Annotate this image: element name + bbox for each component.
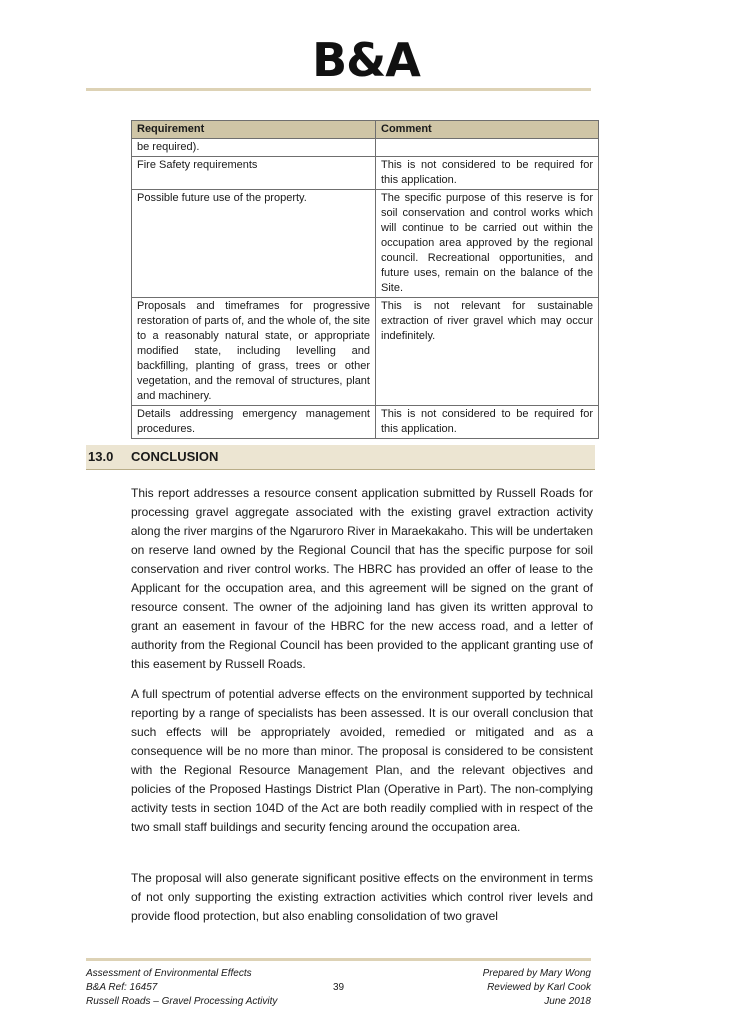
comment-cell: The specific purpose of this reserve is for soil conservation and control works which will continue to be carried out within the occupation area approved by the regional council. Recreational opportunities, and future uses, remain on the balance of the Site.: [376, 190, 599, 298]
footer-project: Russell Roads – Gravel Processing Activity: [86, 996, 278, 1007]
table-row: [132, 406, 599, 439]
requirement-cell: be required).: [132, 139, 376, 157]
table-row: [132, 298, 599, 406]
requirement-cell: Possible future use of the property.: [132, 190, 376, 298]
comment-cell: [376, 139, 599, 157]
footer-prepared-by: Prepared by Mary Wong: [482, 968, 591, 979]
table-row: [132, 139, 599, 157]
footer-right: [483, 967, 591, 1009]
requirement-cell: Proposals and timeframes for progressive restoration of parts of, and the whole of, the site to a reasonably natural state, or appropriate modified state, including levelling and backfilling, planting of grass, trees or other vegetation, and the removal of structures, plant and machinery.: [132, 298, 376, 406]
footer-divider: [86, 958, 591, 961]
header-divider: [86, 88, 591, 91]
footer-reviewed-by: Reviewed by Karl Cook: [487, 982, 591, 993]
requirement-cell: Details addressing emergency management procedures.: [132, 406, 376, 439]
conclusion-paragraph: A full spectrum of potential adverse effects on the environment supported by technical reporting by a range of specialists has been assessed. It is our overall conclusion that such effects will be appropriately avoided, remedied or mitigated and as a consequence will be no more than minor. The proposal is considered to be consistent with the Regional Resource Management Plan, and the relevant objectives and policies of the Proposed Hastings District Plan (Operative in Part). The non-complying activity tests in section 104D of the Act are both readily complied with in respect of the two small staff buildings and security fencing around the occupation area.: [131, 687, 593, 834]
table-row: [132, 157, 599, 190]
column-header-requirement: Requirement: [132, 121, 376, 139]
requirement-cell: Fire Safety requirements: [132, 157, 376, 190]
company-logo: B&A: [312, 33, 420, 87]
footer-date: June 2018: [544, 996, 591, 1007]
section-number: 13.0: [88, 449, 114, 464]
table-row: [132, 190, 599, 298]
conclusion-paragraph: This report addresses a resource consent application submitted by Russell Roads for processing gravel aggregate associated with the existing gravel extraction activity along the river margins of the Ngaruroro River in Maraekakaho. This will be undertaken on reserve land owned by the Regional Council that has the specific purpose for soil conservation and river control works. The HBRC has provided an offer of lease to the Applicant for the occupation area, and this agreement will be signed on the grant of resource consent. The owner of the adjoining land has given its written approval to grant an easement in favour of the HBRC for the new access road, and a letter of authority from the Regional Council has been provided to the applicant granting use of this easement by Russell Roads.: [131, 486, 594, 671]
page-number: 39: [332, 982, 345, 993]
requirements-table: [131, 120, 599, 439]
comment-cell: This is not relevant for sustainable extraction of river gravel which may occur indefinitely.: [376, 298, 599, 406]
column-header-comment: Comment: [376, 121, 599, 139]
section-heading: [86, 445, 595, 470]
page-footer: [86, 967, 591, 1017]
footer-document-title: Assessment of Environmental Effects: [86, 968, 252, 979]
comment-cell: This is not considered to be required for this application.: [376, 406, 599, 439]
comment-cell: This is not considered to be required for this application.: [376, 157, 599, 190]
conclusion-paragraph: The proposal will also generate significant positive effects on the environment in terms of not only supporting the existing extraction activities which control river levels and provide flood protection, but also enabling consolidation of two gravel: [131, 871, 593, 923]
table-header-row: [132, 121, 599, 139]
section-title: CONCLUSION: [131, 449, 219, 464]
footer-reference: B&A Ref: 16457: [86, 982, 158, 993]
